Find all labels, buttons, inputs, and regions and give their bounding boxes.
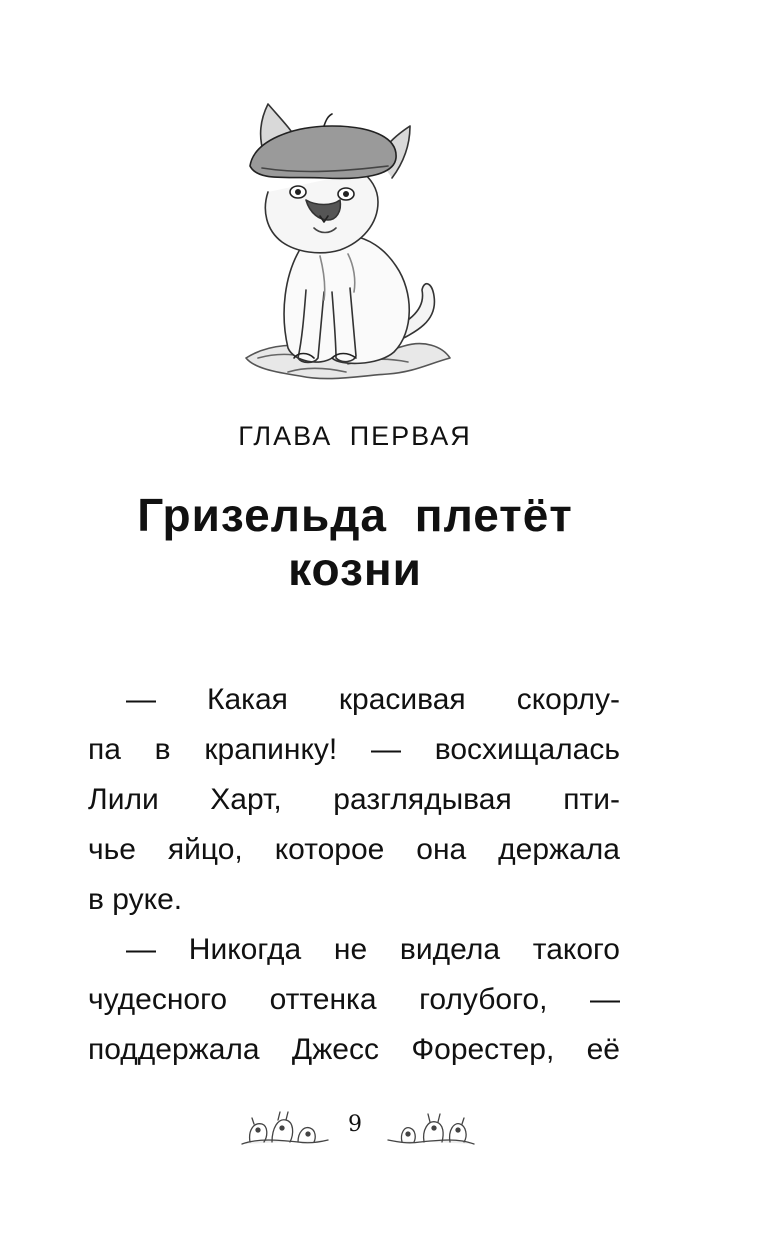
- text-line: чудесного оттенка голубого, —: [88, 983, 620, 1016]
- text-line: — Какая красивая скорлу-: [126, 683, 620, 716]
- text-line: — Никогда не видела такого: [126, 933, 620, 966]
- footer-ornament-left: [238, 1100, 330, 1152]
- text-line: в руке.: [88, 883, 183, 916]
- chapter-title-line: Гризельда плетёт: [137, 489, 573, 541]
- text-line: поддержала Джесс Форестер, её: [88, 1033, 620, 1066]
- text-line: Лили Харт, разглядывая пти-: [88, 783, 620, 816]
- body-text: [88, 675, 620, 1075]
- chapter-title-line: козни: [288, 543, 422, 595]
- page-footer: [230, 1098, 480, 1158]
- chapter-title: [0, 488, 710, 596]
- page-number: 9: [348, 1112, 362, 1137]
- kitten-illustration: [228, 96, 478, 396]
- text-line: чье яйцо, которое она держала: [88, 833, 620, 866]
- text-line: па в крапинку! — восхищалась: [88, 733, 620, 766]
- chapter-label: ГЛАВА ПЕРВАЯ: [238, 421, 472, 451]
- footer-ornament-right: [386, 1100, 478, 1152]
